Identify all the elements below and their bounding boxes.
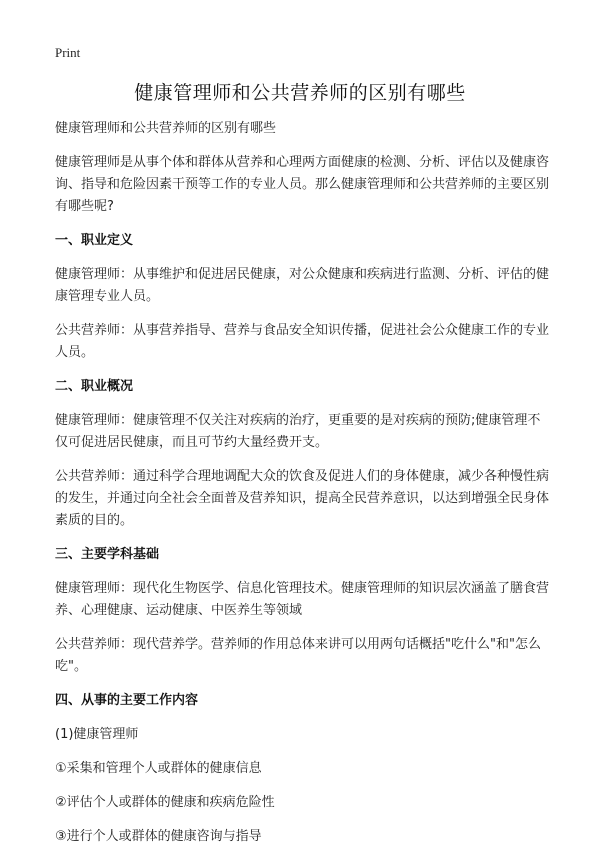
intro-paragraph: 健康管理师是从事个体和群体从营养和心理两方面健康的检测、分析、评估以及健康咨询、指导和危险因素干预等工作的专业人员。那么健康管理师和公共营养师的主要区别有哪些呢? <box>55 155 550 214</box>
paragraph: 健康管理师：现代化生物医学、信息化管理技术。健康管理师的知识层次涵盖了膳食营养、心理健康、运动健康、中医养生等领域 <box>55 581 550 618</box>
list-item: (1)健康管理师 <box>55 727 139 742</box>
paragraph: 公共营养师：现代营养学。营养师的作用总体来讲可以用两句话概括"吃什么"和"怎么吃"。 <box>55 637 541 674</box>
print-label: Print <box>55 45 81 60</box>
article-body <box>55 118 550 848</box>
page-title: 健康管理师和公共营养师的区别有哪些 <box>134 82 466 104</box>
section-heading-disciplines: 三、主要学科基础 <box>55 547 160 562</box>
article-subtitle: 健康管理师和公共营养师的区别有哪些 <box>55 121 277 136</box>
paragraph: 健康管理师：从事维护和促进居民健康，对公众健康和疾病进行监测、分析、评估的健康管理专业人员。 <box>55 267 550 304</box>
paragraph: 公共营养师：通过科学合理地调配大众的饮食及促进人们的身体健康，减少各种慢性病的发生，并通过向全社会全面普及营养知识，提高全民营养意识，以达到增强全民身体素质的目的。 <box>55 469 550 528</box>
list-item: ③进行个人或群体的健康咨询与指导 <box>55 829 262 844</box>
section-heading-definition: 一、职业定义 <box>55 233 134 248</box>
list-item: ②评估个人或群体的健康和疾病危险性 <box>55 795 275 810</box>
section-heading-work-content: 四、从事的主要工作内容 <box>55 693 199 708</box>
section-heading-overview: 二、职业概况 <box>55 379 134 394</box>
paragraph: 健康管理师：健康管理不仅关注对疾病的治疗，更重要的是对疾病的预防;健康管理不仅可促进居民健康，而且可节约大量经费开支。 <box>55 413 541 450</box>
paragraph: 公共营养师：从事营养指导、营养与食品安全知识传播，促进社会公众健康工作的专业人员。 <box>55 323 550 360</box>
list-item: ①采集和管理个人或群体的健康信息 <box>55 761 262 776</box>
